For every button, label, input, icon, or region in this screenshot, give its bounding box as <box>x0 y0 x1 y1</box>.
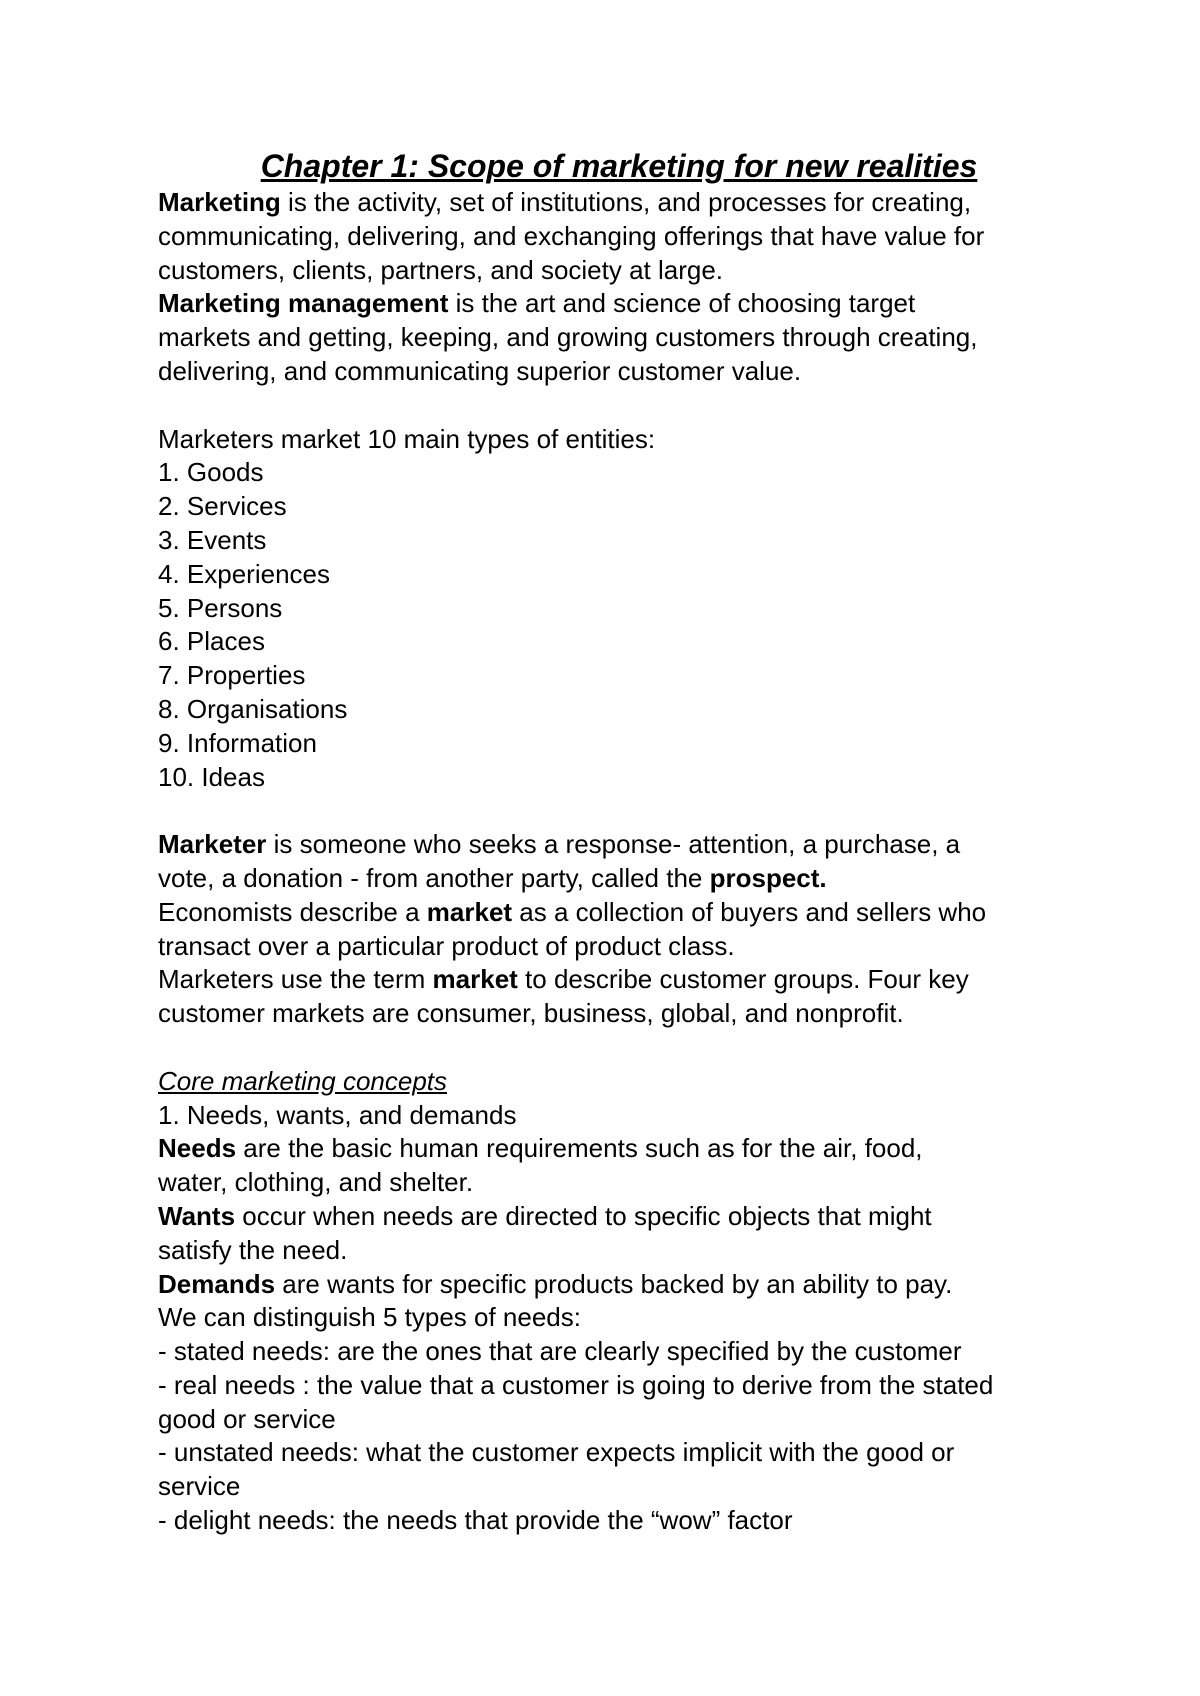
term-wants: Wants <box>158 1200 236 1231</box>
list-item: 6. Places <box>158 626 265 657</box>
list-item: 10. Ideas <box>158 761 265 792</box>
stated-needs: - stated needs: are the ones that are clearly specified by the customer <box>158 1336 962 1367</box>
management-definition-line-3: delivering, and communicating superior customer value. <box>158 355 802 386</box>
unstated-needs-line-2: service <box>158 1471 241 1502</box>
management-definition-line-1: Marketing management is the art and science of choosing target <box>158 288 916 319</box>
term-needs: Needs <box>158 1133 237 1164</box>
entities-intro: Marketers market 10 main types of entities: <box>158 423 656 454</box>
term-prospect: prospect. <box>709 862 827 893</box>
spacer <box>158 1031 1098 1065</box>
entities-list <box>158 456 1098 794</box>
list-item: 3. Events <box>158 524 267 555</box>
core-item-1: 1. Needs, wants, and demands <box>158 1099 517 1130</box>
economists-line-2: transact over a particular product of product class. <box>158 930 735 961</box>
term-market: market <box>432 964 518 995</box>
list-item: 5. Persons <box>158 592 283 623</box>
list-item: 4. Experiences <box>158 558 330 589</box>
spacer <box>158 794 1098 828</box>
term-market: market <box>426 896 513 927</box>
real-needs-line-2: good or service <box>158 1403 336 1434</box>
list-item: 7. Properties <box>158 660 306 691</box>
economists-line-1: Economists describe a market as a collection of buyers and sellers who <box>158 896 987 927</box>
list-item: 2. Services <box>158 491 287 522</box>
wants-line-2: satisfy the need. <box>158 1234 348 1265</box>
term-marketing-management: Marketing management <box>158 288 449 319</box>
marketing-definition-line-3: customers, clients, partners, and society at large. <box>158 254 724 285</box>
real-needs-line-1: - real needs : the value that a customer is going to derive from the stated <box>158 1369 994 1400</box>
needs-line-1: Needs are the basic human requirements such as for the air, food, <box>158 1133 923 1164</box>
term-marketer: Marketer <box>158 829 267 860</box>
needs-line-2: water, clothing, and shelter. <box>158 1167 474 1198</box>
marketer-definition-line-1: Marketer is someone who seeks a response- attention, a purchase, a <box>158 829 961 860</box>
list-item: 1. Goods <box>158 457 264 488</box>
marketers-term-line-2: customer markets are consumer, business, global, and nonprofit. <box>158 998 904 1029</box>
document-page <box>158 146 1098 1538</box>
list-item: 9. Information <box>158 727 317 758</box>
delight-needs: - delight needs: the needs that provide the “wow” factor <box>158 1505 793 1536</box>
marketing-definition-line-2: communicating, delivering, and exchanging offerings that have value for <box>158 220 985 251</box>
need-types-intro: We can distinguish 5 types of needs: <box>158 1302 581 1333</box>
term-marketing: Marketing <box>158 187 281 217</box>
marketing-definition-line-1: Marketing is the activity, set of institutions, and processes for creating, <box>158 187 972 217</box>
management-definition-line-2: markets and getting, keeping, and growing customers through creating, <box>158 322 978 353</box>
unstated-needs-line-1: - unstated needs: what the customer expects implicit with the good or <box>158 1437 955 1468</box>
term-demands: Demands <box>158 1268 276 1299</box>
wants-line-1: Wants occur when needs are directed to specific objects that might <box>158 1200 932 1231</box>
list-item: 8. Organisations <box>158 693 348 724</box>
marketer-definition-line-2: vote, a donation - from another party, called the prospect. <box>158 862 827 893</box>
core-concepts-heading: Core marketing concepts <box>158 1065 448 1096</box>
spacer <box>158 389 1098 423</box>
marketers-term-line-1: Marketers use the term market to describe customer groups. Four key <box>158 964 969 995</box>
demands-line-1: Demands are wants for specific products backed by an ability to pay. <box>158 1268 953 1299</box>
chapter-title: Chapter 1: Scope of marketing for new realities <box>260 148 978 184</box>
